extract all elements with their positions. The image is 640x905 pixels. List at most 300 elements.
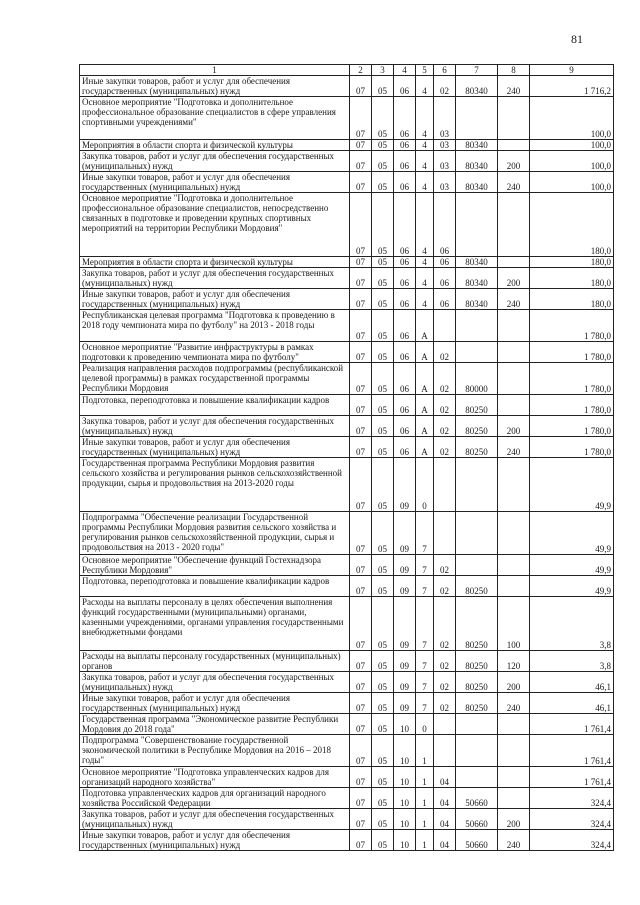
- table-row: [80, 289, 614, 310]
- code-activity: 03: [434, 97, 456, 140]
- code-expense-type: [498, 714, 530, 735]
- code-direction: [456, 193, 498, 257]
- code-section: 07: [350, 437, 372, 458]
- amount: 180,0: [530, 257, 614, 268]
- code-program: 06: [394, 363, 416, 395]
- code-activity: 02: [434, 342, 456, 363]
- code-expense-type: 120: [498, 651, 530, 672]
- code-subprogram: 1: [416, 735, 434, 767]
- row-name: Подготовка, переподготовка и повышение квалификации кадров: [80, 395, 350, 416]
- code-section: 07: [350, 76, 372, 97]
- code-subprogram: 7: [416, 651, 434, 672]
- table-row: [80, 76, 614, 97]
- code-subsection: 05: [372, 555, 394, 576]
- code-expense-type: [498, 735, 530, 767]
- code-section: 07: [350, 651, 372, 672]
- code-subprogram: 1: [416, 788, 434, 809]
- table-row: [80, 416, 614, 437]
- code-subprogram: 1: [416, 830, 434, 851]
- code-subsection: 05: [372, 512, 394, 555]
- code-direction: 80340: [456, 140, 498, 151]
- code-program: 06: [394, 193, 416, 257]
- amount: 1 780,0: [530, 395, 614, 416]
- code-expense-type: [498, 767, 530, 788]
- amount: 180,0: [530, 268, 614, 289]
- code-program: 06: [394, 172, 416, 193]
- code-subsection: 05: [372, 97, 394, 140]
- row-name: Подготовка управленческих кадров для организаций народного хозяйства Российской Федерации: [80, 788, 350, 809]
- row-name: Иные закупки товаров, работ и услуг для обеспечения государственных (муниципальных) нужд: [80, 289, 350, 310]
- code-subsection: 05: [372, 140, 394, 151]
- code-expense-type: [498, 512, 530, 555]
- code-expense-type: 240: [498, 76, 530, 97]
- table-row: [80, 767, 614, 788]
- amount: 324,4: [530, 830, 614, 851]
- code-expense-type: 240: [498, 172, 530, 193]
- code-subprogram: 0: [416, 458, 434, 512]
- code-expense-type: [498, 395, 530, 416]
- code-subprogram: А: [416, 363, 434, 395]
- code-program: 06: [394, 140, 416, 151]
- code-program: 09: [394, 458, 416, 512]
- amount: 100,0: [530, 140, 614, 151]
- code-direction: 80250: [456, 651, 498, 672]
- budget-table: [79, 64, 614, 851]
- code-activity: 02: [434, 555, 456, 576]
- row-name: Республиканская целевая программа "Подготовка к проведению в 2018 году чемпионата мира по футболу" на 2013 - 2018 годы: [80, 310, 350, 342]
- code-expense-type: [498, 140, 530, 151]
- code-section: 07: [350, 767, 372, 788]
- code-subsection: 05: [372, 76, 394, 97]
- code-section: 07: [350, 257, 372, 268]
- column-header-8: 8: [498, 65, 530, 76]
- table-row: [80, 310, 614, 342]
- code-activity: 02: [434, 576, 456, 597]
- code-direction: 80340: [456, 257, 498, 268]
- amount: 49,9: [530, 458, 614, 512]
- code-subprogram: 7: [416, 555, 434, 576]
- code-program: 06: [394, 416, 416, 437]
- code-program: 06: [394, 437, 416, 458]
- code-program: 10: [394, 809, 416, 830]
- code-direction: 80340: [456, 151, 498, 172]
- code-direction: [456, 555, 498, 576]
- amount: 49,9: [530, 576, 614, 597]
- code-subsection: 05: [372, 310, 394, 342]
- amount: 49,9: [530, 512, 614, 555]
- code-expense-type: 200: [498, 672, 530, 693]
- table-row: [80, 257, 614, 268]
- code-subprogram: 7: [416, 693, 434, 714]
- code-section: 07: [350, 289, 372, 310]
- code-expense-type: 100: [498, 597, 530, 651]
- code-subsection: 05: [372, 416, 394, 437]
- code-section: 07: [350, 140, 372, 151]
- code-program: 09: [394, 651, 416, 672]
- code-program: 06: [394, 310, 416, 342]
- code-subprogram: 4: [416, 151, 434, 172]
- code-subprogram: 7: [416, 576, 434, 597]
- table-row: [80, 140, 614, 151]
- code-program: 09: [394, 693, 416, 714]
- code-direction: 80250: [456, 576, 498, 597]
- code-direction: 80250: [456, 416, 498, 437]
- code-section: 07: [350, 597, 372, 651]
- row-name: Основное мероприятие "Подготовка и дополнительное профессиональное образование специалистов в сфере управления спортивными учреждениями": [80, 97, 350, 140]
- code-program: 09: [394, 512, 416, 555]
- row-name: Закупка товаров, работ и услуг для обеспечения государственных (муниципальных) нужд: [80, 268, 350, 289]
- code-program: 09: [394, 597, 416, 651]
- code-direction: [456, 714, 498, 735]
- code-section: 07: [350, 97, 372, 140]
- code-activity: [434, 714, 456, 735]
- code-subprogram: 4: [416, 257, 434, 268]
- code-section: 07: [350, 458, 372, 512]
- code-subsection: 05: [372, 363, 394, 395]
- amount: 324,4: [530, 788, 614, 809]
- code-section: 07: [350, 555, 372, 576]
- code-direction: 80340: [456, 268, 498, 289]
- amount: 100,0: [530, 172, 614, 193]
- table-row: [80, 651, 614, 672]
- amount: 1 716,2: [530, 76, 614, 97]
- code-activity: 02: [434, 693, 456, 714]
- code-subprogram: 4: [416, 268, 434, 289]
- code-subsection: 05: [372, 193, 394, 257]
- code-subsection: 05: [372, 289, 394, 310]
- code-subsection: 05: [372, 395, 394, 416]
- code-direction: [456, 735, 498, 767]
- code-program: 10: [394, 714, 416, 735]
- code-expense-type: 200: [498, 268, 530, 289]
- code-subsection: 05: [372, 576, 394, 597]
- code-activity: 02: [434, 76, 456, 97]
- code-direction: 50660: [456, 788, 498, 809]
- code-program: 06: [394, 257, 416, 268]
- code-section: 07: [350, 788, 372, 809]
- code-activity: 03: [434, 151, 456, 172]
- code-direction: [456, 97, 498, 140]
- code-section: 07: [350, 830, 372, 851]
- page-number: 81: [571, 32, 583, 46]
- row-name: Основное мероприятие "Подготовка управленческих кадров для организаций народного хозяйства": [80, 767, 350, 788]
- column-header-4: 4: [394, 65, 416, 76]
- code-activity: 03: [434, 140, 456, 151]
- code-activity: 02: [434, 416, 456, 437]
- code-program: 06: [394, 151, 416, 172]
- table-row: [80, 788, 614, 809]
- code-expense-type: [498, 458, 530, 512]
- row-name: Закупка товаров, работ и услуг для обеспечения государственных (муниципальных) нужд: [80, 809, 350, 830]
- amount: 100,0: [530, 151, 614, 172]
- code-activity: 06: [434, 268, 456, 289]
- row-name: Закупка товаров, работ и услуг для обеспечения государственных (муниципальных) нужд: [80, 416, 350, 437]
- code-section: 07: [350, 714, 372, 735]
- code-section: 07: [350, 416, 372, 437]
- amount: 1 780,0: [530, 342, 614, 363]
- code-direction: 50660: [456, 830, 498, 851]
- table-row: [80, 458, 614, 512]
- amount: 1 761,4: [530, 735, 614, 767]
- row-name: Основное мероприятие "Подготовка и дополнительное профессиональное образование специалистов, непосредственно связанных в подготовке и проведении крупных спортивных мероприятий на территории Республики Мордовия": [80, 193, 350, 257]
- amount: 3,8: [530, 597, 614, 651]
- row-name: Основное мероприятие "Развитие инфраструктуры в рамках подготовки к проведению чемпионата мира по футболу": [80, 342, 350, 363]
- code-activity: [434, 458, 456, 512]
- table-row: [80, 193, 614, 257]
- code-subsection: 05: [372, 830, 394, 851]
- code-section: 07: [350, 672, 372, 693]
- code-program: 10: [394, 830, 416, 851]
- code-subprogram: А: [416, 416, 434, 437]
- code-subsection: 05: [372, 767, 394, 788]
- row-name: Государственная программа "Экономическое развитие Республики Мордовия до 2018 года": [80, 714, 350, 735]
- table-body: [80, 76, 614, 851]
- code-direction: [456, 342, 498, 363]
- code-activity: 02: [434, 672, 456, 693]
- code-section: 07: [350, 512, 372, 555]
- code-activity: [434, 310, 456, 342]
- code-subsection: 05: [372, 342, 394, 363]
- column-header-7: 7: [456, 65, 498, 76]
- table-row: [80, 342, 614, 363]
- row-name: Иные закупки товаров, работ и услуг для обеспечения государственных (муниципальных) нужд: [80, 437, 350, 458]
- code-activity: 04: [434, 809, 456, 830]
- code-subsection: 05: [372, 437, 394, 458]
- code-direction: [456, 512, 498, 555]
- amount: 100,0: [530, 97, 614, 140]
- code-direction: 80250: [456, 437, 498, 458]
- code-section: 07: [350, 268, 372, 289]
- code-expense-type: [498, 555, 530, 576]
- code-direction: [456, 458, 498, 512]
- row-name: Подготовка, переподготовка и повышение квалификации кадров: [80, 576, 350, 597]
- code-subsection: 05: [372, 714, 394, 735]
- code-subsection: 05: [372, 151, 394, 172]
- amount: 49,9: [530, 555, 614, 576]
- amount: 1 780,0: [530, 363, 614, 395]
- code-subsection: 05: [372, 458, 394, 512]
- column-header-2: 2: [350, 65, 372, 76]
- code-expense-type: [498, 342, 530, 363]
- code-activity: 04: [434, 767, 456, 788]
- code-activity: 04: [434, 830, 456, 851]
- code-subprogram: 7: [416, 597, 434, 651]
- code-program: 10: [394, 788, 416, 809]
- amount: 1 761,4: [530, 714, 614, 735]
- code-subsection: 05: [372, 257, 394, 268]
- amount: 3,8: [530, 651, 614, 672]
- code-subsection: 05: [372, 651, 394, 672]
- table-row: [80, 672, 614, 693]
- code-section: 07: [350, 193, 372, 257]
- table-row: [80, 437, 614, 458]
- code-expense-type: [498, 788, 530, 809]
- row-name: Закупка товаров, работ и услуг для обеспечения государственных (муниципальных) нужд: [80, 151, 350, 172]
- code-section: 07: [350, 395, 372, 416]
- code-subprogram: 1: [416, 809, 434, 830]
- code-direction: 80250: [456, 693, 498, 714]
- code-activity: 02: [434, 597, 456, 651]
- code-section: 07: [350, 363, 372, 395]
- column-header-5: 5: [416, 65, 434, 76]
- code-section: 07: [350, 151, 372, 172]
- code-activity: 02: [434, 395, 456, 416]
- column-header-6: 6: [434, 65, 456, 76]
- code-direction: 80000: [456, 363, 498, 395]
- table-row: [80, 555, 614, 576]
- code-section: 07: [350, 693, 372, 714]
- code-expense-type: 240: [498, 830, 530, 851]
- code-subsection: 05: [372, 597, 394, 651]
- code-program: 06: [394, 395, 416, 416]
- code-expense-type: [498, 363, 530, 395]
- code-expense-type: 200: [498, 416, 530, 437]
- code-section: 07: [350, 172, 372, 193]
- amount: 1 780,0: [530, 416, 614, 437]
- code-subsection: 05: [372, 788, 394, 809]
- table-row: [80, 809, 614, 830]
- code-program: 06: [394, 342, 416, 363]
- code-activity: 02: [434, 651, 456, 672]
- code-activity: 04: [434, 788, 456, 809]
- code-subsection: 05: [372, 172, 394, 193]
- code-program: 06: [394, 268, 416, 289]
- amount: 180,0: [530, 289, 614, 310]
- code-direction: 80340: [456, 289, 498, 310]
- column-header-9: 9: [530, 65, 614, 76]
- code-program: 10: [394, 735, 416, 767]
- code-activity: 02: [434, 363, 456, 395]
- code-section: 07: [350, 342, 372, 363]
- code-subprogram: А: [416, 342, 434, 363]
- code-subprogram: 7: [416, 672, 434, 693]
- table-row: [80, 395, 614, 416]
- code-expense-type: 200: [498, 809, 530, 830]
- code-section: 07: [350, 310, 372, 342]
- code-direction: 80250: [456, 597, 498, 651]
- code-direction: 80250: [456, 672, 498, 693]
- table-row: [80, 597, 614, 651]
- code-activity: [434, 512, 456, 555]
- code-direction: 80340: [456, 76, 498, 97]
- row-name: Подпрограмма "Совершенствование государственной экономической политики в Республике Мордовия на 2016 – 2018 годы": [80, 735, 350, 767]
- amount: 46,1: [530, 672, 614, 693]
- code-program: 09: [394, 555, 416, 576]
- code-subprogram: А: [416, 437, 434, 458]
- table-row: [80, 830, 614, 851]
- code-subsection: 05: [372, 693, 394, 714]
- table-row: [80, 693, 614, 714]
- table-row: [80, 576, 614, 597]
- row-name: Закупка товаров, работ и услуг для обеспечения государственных (муниципальных) нужд: [80, 672, 350, 693]
- code-subsection: 05: [372, 672, 394, 693]
- table-row: [80, 268, 614, 289]
- amount: 1 780,0: [530, 437, 614, 458]
- row-name: Мероприятия в области спорта и физической культуры: [80, 257, 350, 268]
- code-subprogram: 4: [416, 289, 434, 310]
- code-expense-type: [498, 97, 530, 140]
- row-name: Иные закупки товаров, работ и услуг для обеспечения государственных (муниципальных) нужд: [80, 830, 350, 851]
- code-subsection: 05: [372, 809, 394, 830]
- code-activity: 02: [434, 437, 456, 458]
- amount: 46,1: [530, 693, 614, 714]
- table-row: [80, 512, 614, 555]
- table-row: [80, 735, 614, 767]
- code-activity: 06: [434, 193, 456, 257]
- table-row: [80, 151, 614, 172]
- code-direction: 80340: [456, 172, 498, 193]
- row-name: Реализация направления расходов подпрограммы (республиканской целевой программы) в рамках государственной программы Республики Мордовия: [80, 363, 350, 395]
- column-header-1: 1: [80, 65, 350, 76]
- code-subprogram: 7: [416, 512, 434, 555]
- amount: 180,0: [530, 193, 614, 257]
- amount: 1 780,0: [530, 310, 614, 342]
- code-direction: 50660: [456, 809, 498, 830]
- code-subprogram: 1: [416, 767, 434, 788]
- code-expense-type: [498, 310, 530, 342]
- row-name: Расходы на выплаты персоналу в целях обеспечения выполнения функций государственными (муниципальными) органами, казенными учреждениями, органами управления государственными внебюджетными фондами: [80, 597, 350, 651]
- code-subprogram: 4: [416, 193, 434, 257]
- code-activity: 06: [434, 257, 456, 268]
- code-subprogram: А: [416, 395, 434, 416]
- code-program: 06: [394, 76, 416, 97]
- row-name: Основное мероприятие "Обеспечение функций Гостехнадзора Республики Мордовия": [80, 555, 350, 576]
- code-direction: [456, 767, 498, 788]
- table-row: [80, 714, 614, 735]
- code-direction: 80250: [456, 395, 498, 416]
- code-subprogram: 4: [416, 97, 434, 140]
- code-section: 07: [350, 576, 372, 597]
- code-subsection: 05: [372, 735, 394, 767]
- amount: 1 761,4: [530, 767, 614, 788]
- code-subprogram: А: [416, 310, 434, 342]
- code-subprogram: 4: [416, 140, 434, 151]
- amount: 324,4: [530, 809, 614, 830]
- code-section: 07: [350, 735, 372, 767]
- code-program: 06: [394, 289, 416, 310]
- code-expense-type: [498, 257, 530, 268]
- table-row: [80, 172, 614, 193]
- code-program: 09: [394, 672, 416, 693]
- row-name: Мероприятия в области спорта и физической культуры: [80, 140, 350, 151]
- code-expense-type: 240: [498, 437, 530, 458]
- code-expense-type: [498, 193, 530, 257]
- code-activity: 03: [434, 172, 456, 193]
- code-expense-type: [498, 576, 530, 597]
- code-direction: [456, 310, 498, 342]
- row-name: Иные закупки товаров, работ и услуг для обеспечения государственных (муниципальных) нужд: [80, 693, 350, 714]
- code-program: 06: [394, 97, 416, 140]
- header-row: [80, 65, 614, 76]
- code-activity: [434, 735, 456, 767]
- row-name: Иные закупки товаров, работ и услуг для обеспечения государственных (муниципальных) нужд: [80, 76, 350, 97]
- code-subprogram: 0: [416, 714, 434, 735]
- code-subprogram: 4: [416, 172, 434, 193]
- code-section: 07: [350, 809, 372, 830]
- table-row: [80, 97, 614, 140]
- row-name: Подпрограмма "Обеспечение реализации Государственной программы Республики Мордовия развития сельского хозяйства и регулирования рынков сельскохозяйственной продукции, сырья и продовольствия на 2013 - 2020 годы": [80, 512, 350, 555]
- row-name: Иные закупки товаров, работ и услуг для обеспечения государственных (муниципальных) нужд: [80, 172, 350, 193]
- code-activity: 06: [434, 289, 456, 310]
- code-expense-type: 240: [498, 693, 530, 714]
- code-program: 09: [394, 576, 416, 597]
- code-expense-type: 200: [498, 151, 530, 172]
- row-name: Государственная программа Республики Мордовия развития сельского хозяйства и регулирования рынков сельскохозяйственной продукции, сырья и продовольствия на 2013-2020 годы: [80, 458, 350, 512]
- row-name: Расходы на выплаты персоналу государственных (муниципальных) органов: [80, 651, 350, 672]
- column-header-3: 3: [372, 65, 394, 76]
- code-program: 10: [394, 767, 416, 788]
- table-row: [80, 363, 614, 395]
